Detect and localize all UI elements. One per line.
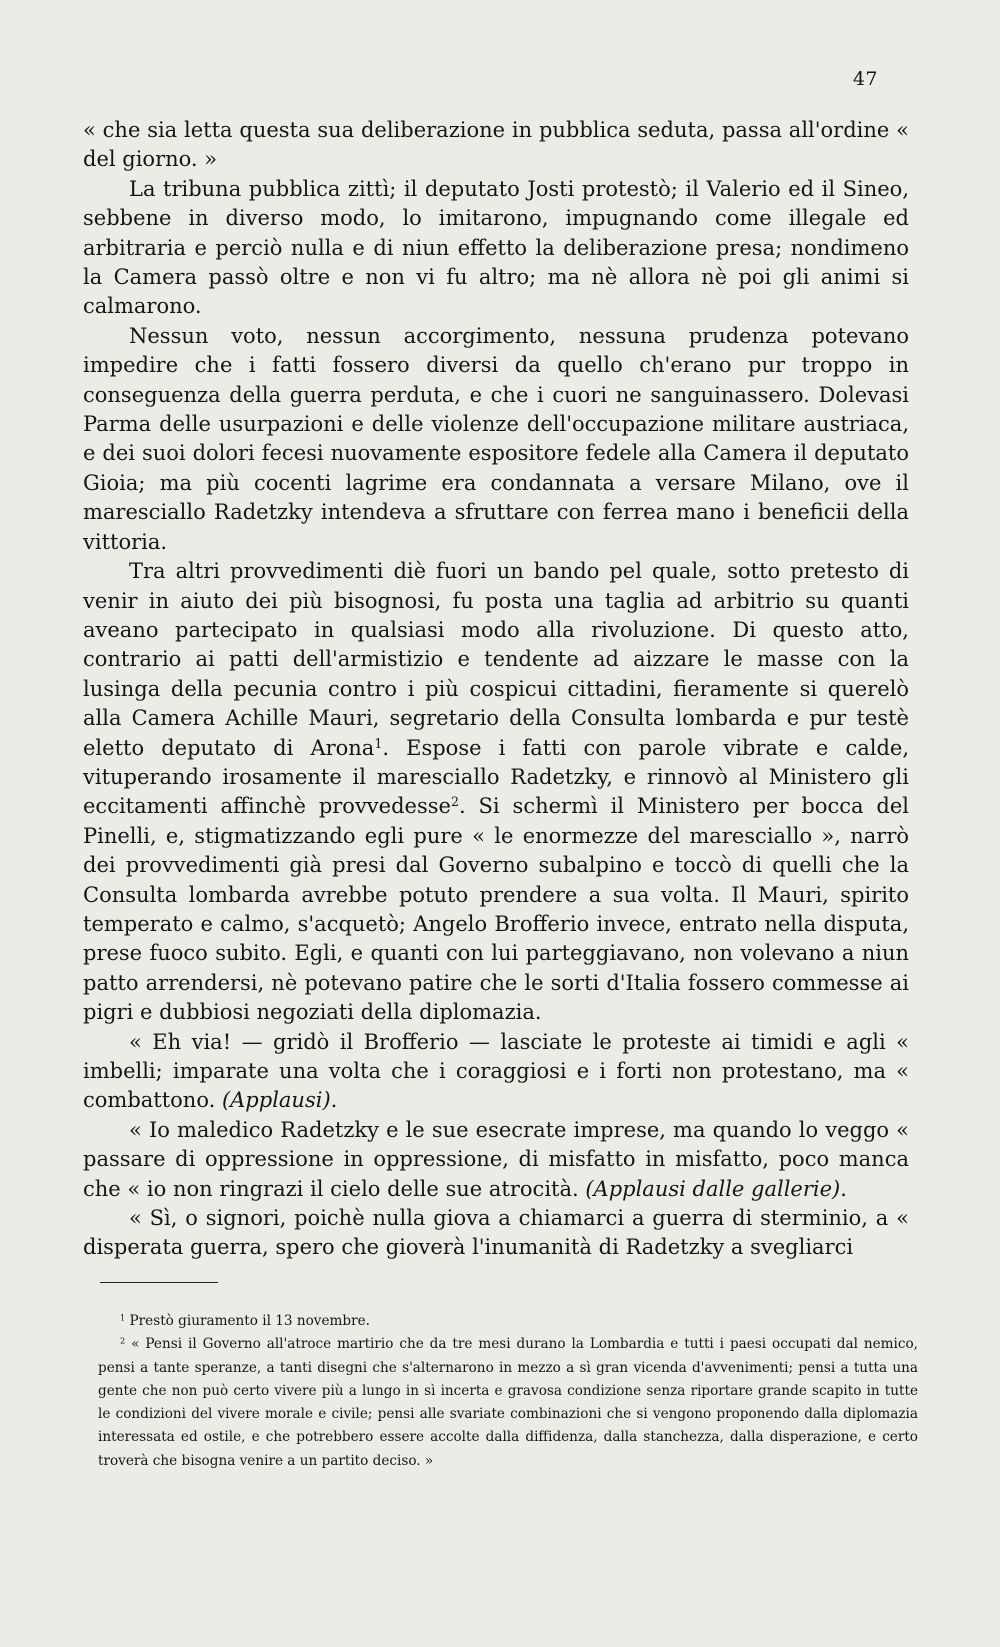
paragraph-quote-maledico [83,1116,909,1204]
footnote-text: « Pensi il Governo all'atroce martirio che da tre mesi durano la Lombardia e tutti i paesi occupati dal nemico, pensi a tante speranze, a tanti disegni che s'alternarono in mezzo a sì gran vicenda d'avvenimenti; pensi a tutta una gente che non può certo vivere più a lungo in sì incerta e gravosa condizione senza riportare grande scapito in tutte le condizioni del vivere morale e civile; pensi alle svariate combinazioni che si vengono proponendo dalla diplomazia interessata ed ostile, e che potrebbero essere accolte dalla diffidenza, dalla stanchezza, dalla disperazione, e certo troverà che bisogna venire a un partito deciso. » [98,1336,918,1469]
footnote-1 [98,1310,918,1333]
footnote-divider [100,1282,218,1283]
page-number: 47 [852,68,878,90]
stage-direction: (Applausi dalle gallerie) [585,1176,841,1201]
quote-text: « Io maledico Radetzky e le sue esecrate imprese, ma quando lo veggo « passare di oppressione in oppressione, di misfatto in misfatto, poco manca che « io non ringrazi il cielo delle sue atrocità. [83,1117,909,1201]
paragraph-quote-eh-via [83,1028,909,1116]
paragraph-text-part: . Si schermì il Ministero per bocca del Pinelli, e, stigmatizzando egli pure « le enormezze del maresciallo », narrò dei provvedimenti già presi dal Governo subalpino e toccò di quelli che la Consulta lombarda avrebbe potuto prendere a sua volta. Il Mauri, spirito temperato e calmo, s'acquetò; Angelo Brofferio invece, entrato nella disputa, prese fuoco subito. Egli, e quanti con lui parteggiavano, non volevano a niun patto arrendersi, nè potevano patire che le sorti d'Italia fossero commesse ai pigri e dubbiosi negoziati della diplomazia. [83,794,909,1025]
main-text [83,116,909,1263]
footnote-ref-2: 2 [450,794,459,810]
quote-punct: . [840,1176,847,1201]
paragraph-text-part: Tra altri provvedimenti diè fuori un bando pel quale, sotto pretesto di venir in aiuto dei più bisognosi, fu posta una taglia ad arbitrio su quanti aveano partecipato in qualsiasi modo alla rivoluzione. Di questo atto, contrario ai patti dell'armistizio e tendente ad aizzare le masse con la lusinga della pecunia contro i più cospicui cittadini, fieramente si querelò alla Camera Achille Mauri, segretario della Consulta lombarda e pur testè eletto deputato di Arona [83,559,909,760]
quote-text: « Eh via! — gridò il Brofferio — lasciate le proteste ai timidi e agli « imbelli; imparate una volta che i coraggiosi e i forti non protestano, ma « combattono. [83,1029,909,1113]
stage-direction: (Applausi) [221,1088,331,1113]
footnote-marker: 2 [120,1335,126,1346]
paragraph-nessun-voto: Nessun voto, nessun accorgimento, nessuna prudenza potevano impedire che i fatti fossero diversi da quello ch'erano pur troppo in conseguenza della guerra perduta, e che i cuori ne sanguinassero. Dolevasi Parma delle usurpazioni e delle violenze dell'occupazione militare austriaca, e dei suoi dolori fecesi nuovamente espositore fedele alla Camera il deputato Gioia; ma più cocenti lagrime era condannata a versare Milano, ove il maresciallo Radetzky intendeva a sfruttare con ferrea mano i beneficii della vittoria. [83,323,909,554]
paragraph-text-part: . Espose i fatti con parole vibrate e calde, vituperando irosamente il maresciallo Radetzky, e rinnovò al Ministero gli eccitamenti affinchè provvedesse [83,735,909,819]
footnotes [98,1310,918,1473]
footnote-ref-1: 1 [374,735,383,751]
paragraph-quote-continuation: « che sia letta questa sua deliberazione in pubblica seduta, passa all'ordine « del giorno. » [83,118,909,172]
footnote-2 [98,1333,918,1473]
paragraph-tribuna: La tribuna pubblica zittì; il deputato Josti protestò; il Valerio ed il Sineo, sebbene in diverso modo, lo imitarono, impugnando come illegale ed arbitraria e perciò nulla e di niun effetto la deliberazione presa; nondimeno la Camera passò oltre e non vi fu altro; ma nè allora nè poi gli animi si calmarono. [83,176,909,319]
quote-punct: . [330,1088,338,1113]
paragraph-provvedimenti [83,557,909,1028]
footnote-marker: 1 [120,1312,126,1323]
footnote-text: Prestò giuramento il 13 novembre. [129,1313,370,1329]
paragraph-quote-si-signori: « Sì, o signori, poichè nulla giova a chiamarci a guerra di sterminio, a « disperata guerra, spero che gioverà l'inumanità di Radetzky a svegliarci [83,1206,909,1260]
